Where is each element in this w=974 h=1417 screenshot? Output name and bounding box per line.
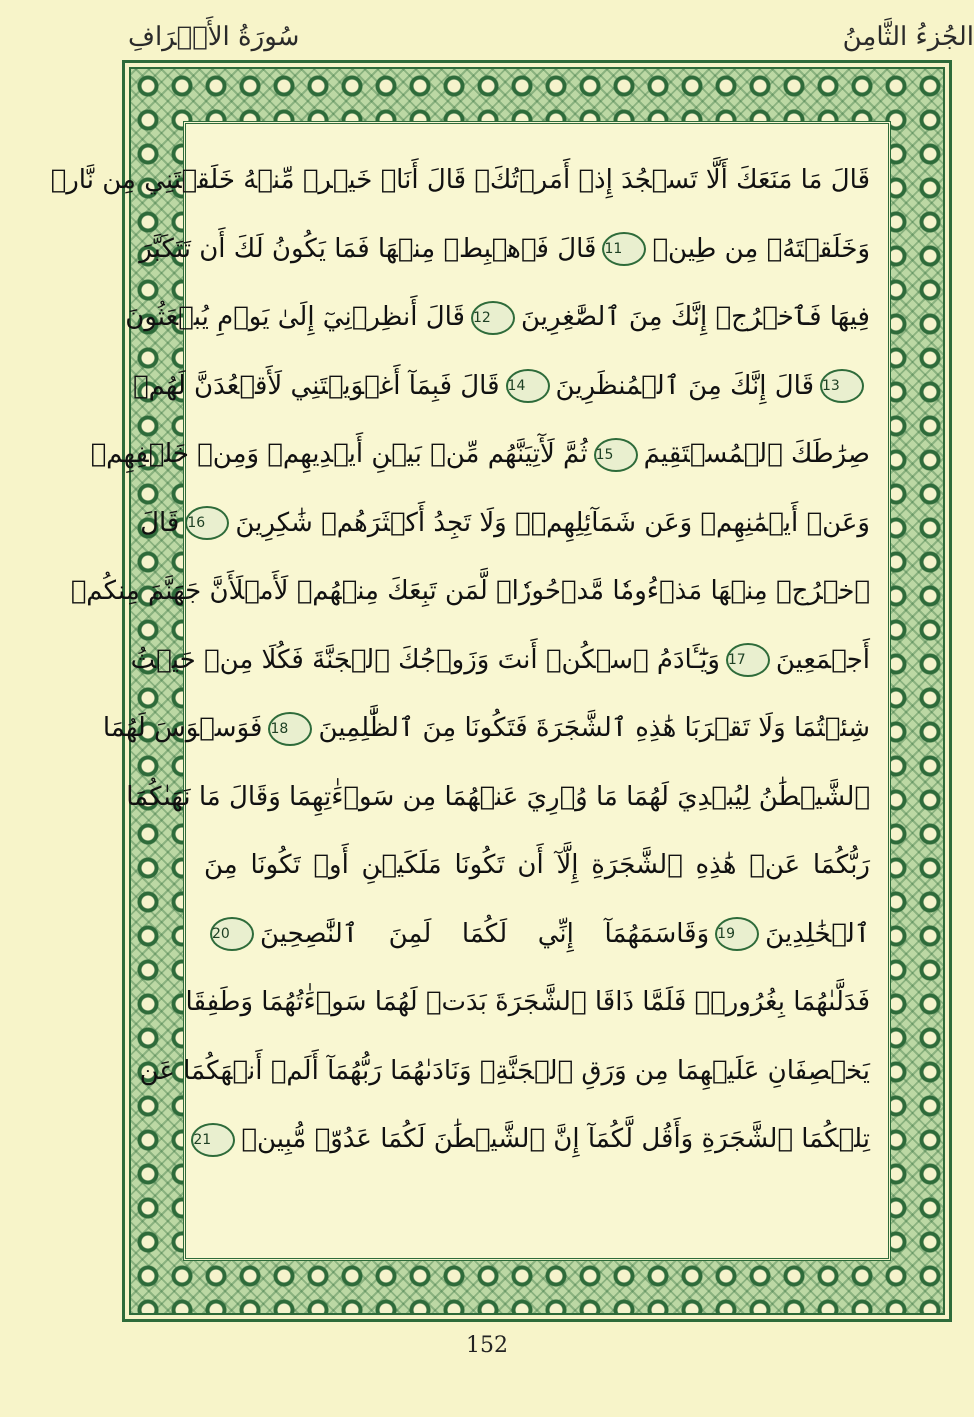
- verse-text: وَقَاسَمَهُمَآ إِنِّي لَكُمَا لَمِنَ ٱلنَّٰصِحِينَ: [260, 918, 710, 949]
- verse-text: وَخَلَقۡتَهُۥ مِن طِينٖ: [652, 233, 870, 264]
- verse-text: فِيهَا فَٱخۡرُجۡ إِنَّكَ مِنَ ٱلصَّٰغِرِينَ: [520, 302, 870, 332]
- verse-line: [90, 420, 870, 489]
- verse-line: [70, 557, 870, 626]
- verse-line: [139, 215, 870, 284]
- verse-line: [126, 763, 870, 832]
- verse-text: صِرَٰطَكَ ٱلۡمُسۡتَقِيمَ: [643, 439, 870, 469]
- verse-line: [140, 489, 870, 558]
- verse-number-marker: 11: [602, 232, 646, 266]
- verse-text: قَالَ فَٱهۡبِطۡ مِنۡهَا فَمَا يَكُونُ لَكَ أَن تَتَكَبَّرَ: [139, 233, 597, 264]
- verse-text: قَالَ فَبِمَآ أَغۡوَيۡتَنِي لَأَقۡعُدَنَّ لَهُمۡ: [132, 370, 500, 401]
- verse-number-marker: 17: [726, 643, 770, 677]
- verse-text: شِئۡتُمَا وَلَا تَقۡرَبَا هَٰذِهِ ٱلشَّجَرَةَ فَتَكُونَا مِنَ ٱلظَّٰلِمِينَ: [318, 713, 870, 743]
- verse-line: [193, 1105, 870, 1174]
- verse-number-marker: 12: [471, 301, 515, 335]
- surah-title: سُورَةُ الأَعۡرَافِ: [128, 22, 300, 52]
- verse-line: [132, 352, 870, 421]
- page-number: 152: [466, 1333, 508, 1358]
- verse-line: [50, 146, 870, 215]
- page-frame: [50, 60, 952, 1322]
- verse-text: ثُمَّ لَأٓتِيَنَّهُم مِّنۢ بَيۡنِ أَيۡدِيهِمۡ وَمِنۡ خَلۡفِهِمۡ: [90, 439, 588, 469]
- verse-number-marker: 16: [185, 506, 229, 540]
- verse-text: فَدَلَّىٰهُمَا بِغُرُورٖۚ فَلَمَّا ذَاقَا ٱلشَّجَرَةَ بَدَتۡ لَهُمَا سَوۡءَٰتُهُمَا وَطَفِقَا: [185, 987, 870, 1017]
- verse-line: [204, 831, 870, 900]
- verse-line: [125, 283, 870, 352]
- verse-number-marker: 20: [210, 917, 254, 951]
- verse-number-marker: 14: [506, 369, 550, 403]
- verse-text: فَوَسۡوَسَ لَهُمَا: [102, 713, 263, 743]
- verse-line: [102, 694, 870, 763]
- verse-text: ٱلشَّيۡطَٰنُ لِيُبۡدِيَ لَهُمَا مَا وُۥرِيَ عَنۡهُمَا مِن سَوۡءَٰتِهِمَا وَقَالَ مَا نَهَىٰكُمَا: [126, 781, 870, 812]
- verse-text: ٱلۡخَٰلِدِينَ: [765, 918, 870, 949]
- verse-text: تِلۡكُمَا ٱلشَّجَرَةِ وَأَقُل لَّكُمَآ إِنَّ ٱلشَّيۡطَٰنَ لَكُمَا عَدُوّٞ مُّبِينٞ: [241, 1124, 870, 1154]
- verse-text: وَعَنۡ أَيۡمَٰنِهِمۡ وَعَن شَمَآئِلِهِمۡۖ وَلَا تَجِدُ أَكۡثَرَهُمۡ شَٰكِرِينَ: [235, 507, 870, 538]
- verse-line: [139, 1037, 870, 1106]
- verse-line: [185, 968, 870, 1037]
- verse-text: قَالَ مَا مَنَعَكَ أَلَّا تَسۡجُدَ إِذۡ أَمَرۡتُكَۖ قَالَ أَنَا۠ خَيۡرٞ مِّنۡهُ خَلَقۡتَنِي مِن نَّارٖ: [50, 165, 870, 195]
- verse-text: وَيَٰٓـَٔادَمُ ٱسۡكُنۡ أَنتَ وَزَوۡجُكَ ٱلۡجَنَّةَ فَكُلَا مِنۡ حَيۡثُ: [130, 644, 720, 675]
- verse-text: أَجۡمَعِينَ: [775, 644, 870, 675]
- text-area: [50, 121, 891, 1261]
- juz-title: الجُزءُ الثَّامِنُ: [842, 22, 974, 52]
- verse-number-marker: 19: [715, 917, 759, 951]
- verse-line: [204, 900, 870, 969]
- verse-text: ٱخۡرُجۡ مِنۡهَا مَذۡءُومٗا مَّدۡحُورٗاۖ لَّمَن تَبِعَكَ مِنۡهُمۡ لَأَمۡلَأَنَّ جَهَنَّمَ مِنكُمۡ: [70, 576, 870, 606]
- verse-number-marker: 13: [820, 369, 864, 403]
- verse-number-marker: 21: [191, 1123, 235, 1157]
- verse-text: قَالَ أَنظِرۡنِيٓ إِلَىٰ يَوۡمِ يُبۡعَثُونَ: [125, 302, 465, 332]
- verse-text: رَبُّكُمَا عَنۡ هَٰذِهِ ٱلشَّجَرَةِ إِلَّآ أَن تَكُونَا مَلَكَيۡنِ أَوۡ تَكُونَا مِنَ: [204, 850, 870, 880]
- verse-text: قَالَ: [140, 507, 180, 538]
- verse-text: يَخۡصِفَانِ عَلَيۡهِمَا مِن وَرَقِ ٱلۡجَنَّةِۖ وَنَادَىٰهُمَا رَبُّهُمَآ أَلَمۡ أَنۡهَكُمَا عَن: [139, 1055, 870, 1086]
- verse-text: قَالَ إِنَّكَ مِنَ ٱلۡمُنظَرِينَ: [555, 370, 814, 401]
- verse-number-marker: 18: [268, 712, 312, 746]
- verse-number-marker: 15: [594, 438, 638, 472]
- verse-line: [130, 626, 870, 695]
